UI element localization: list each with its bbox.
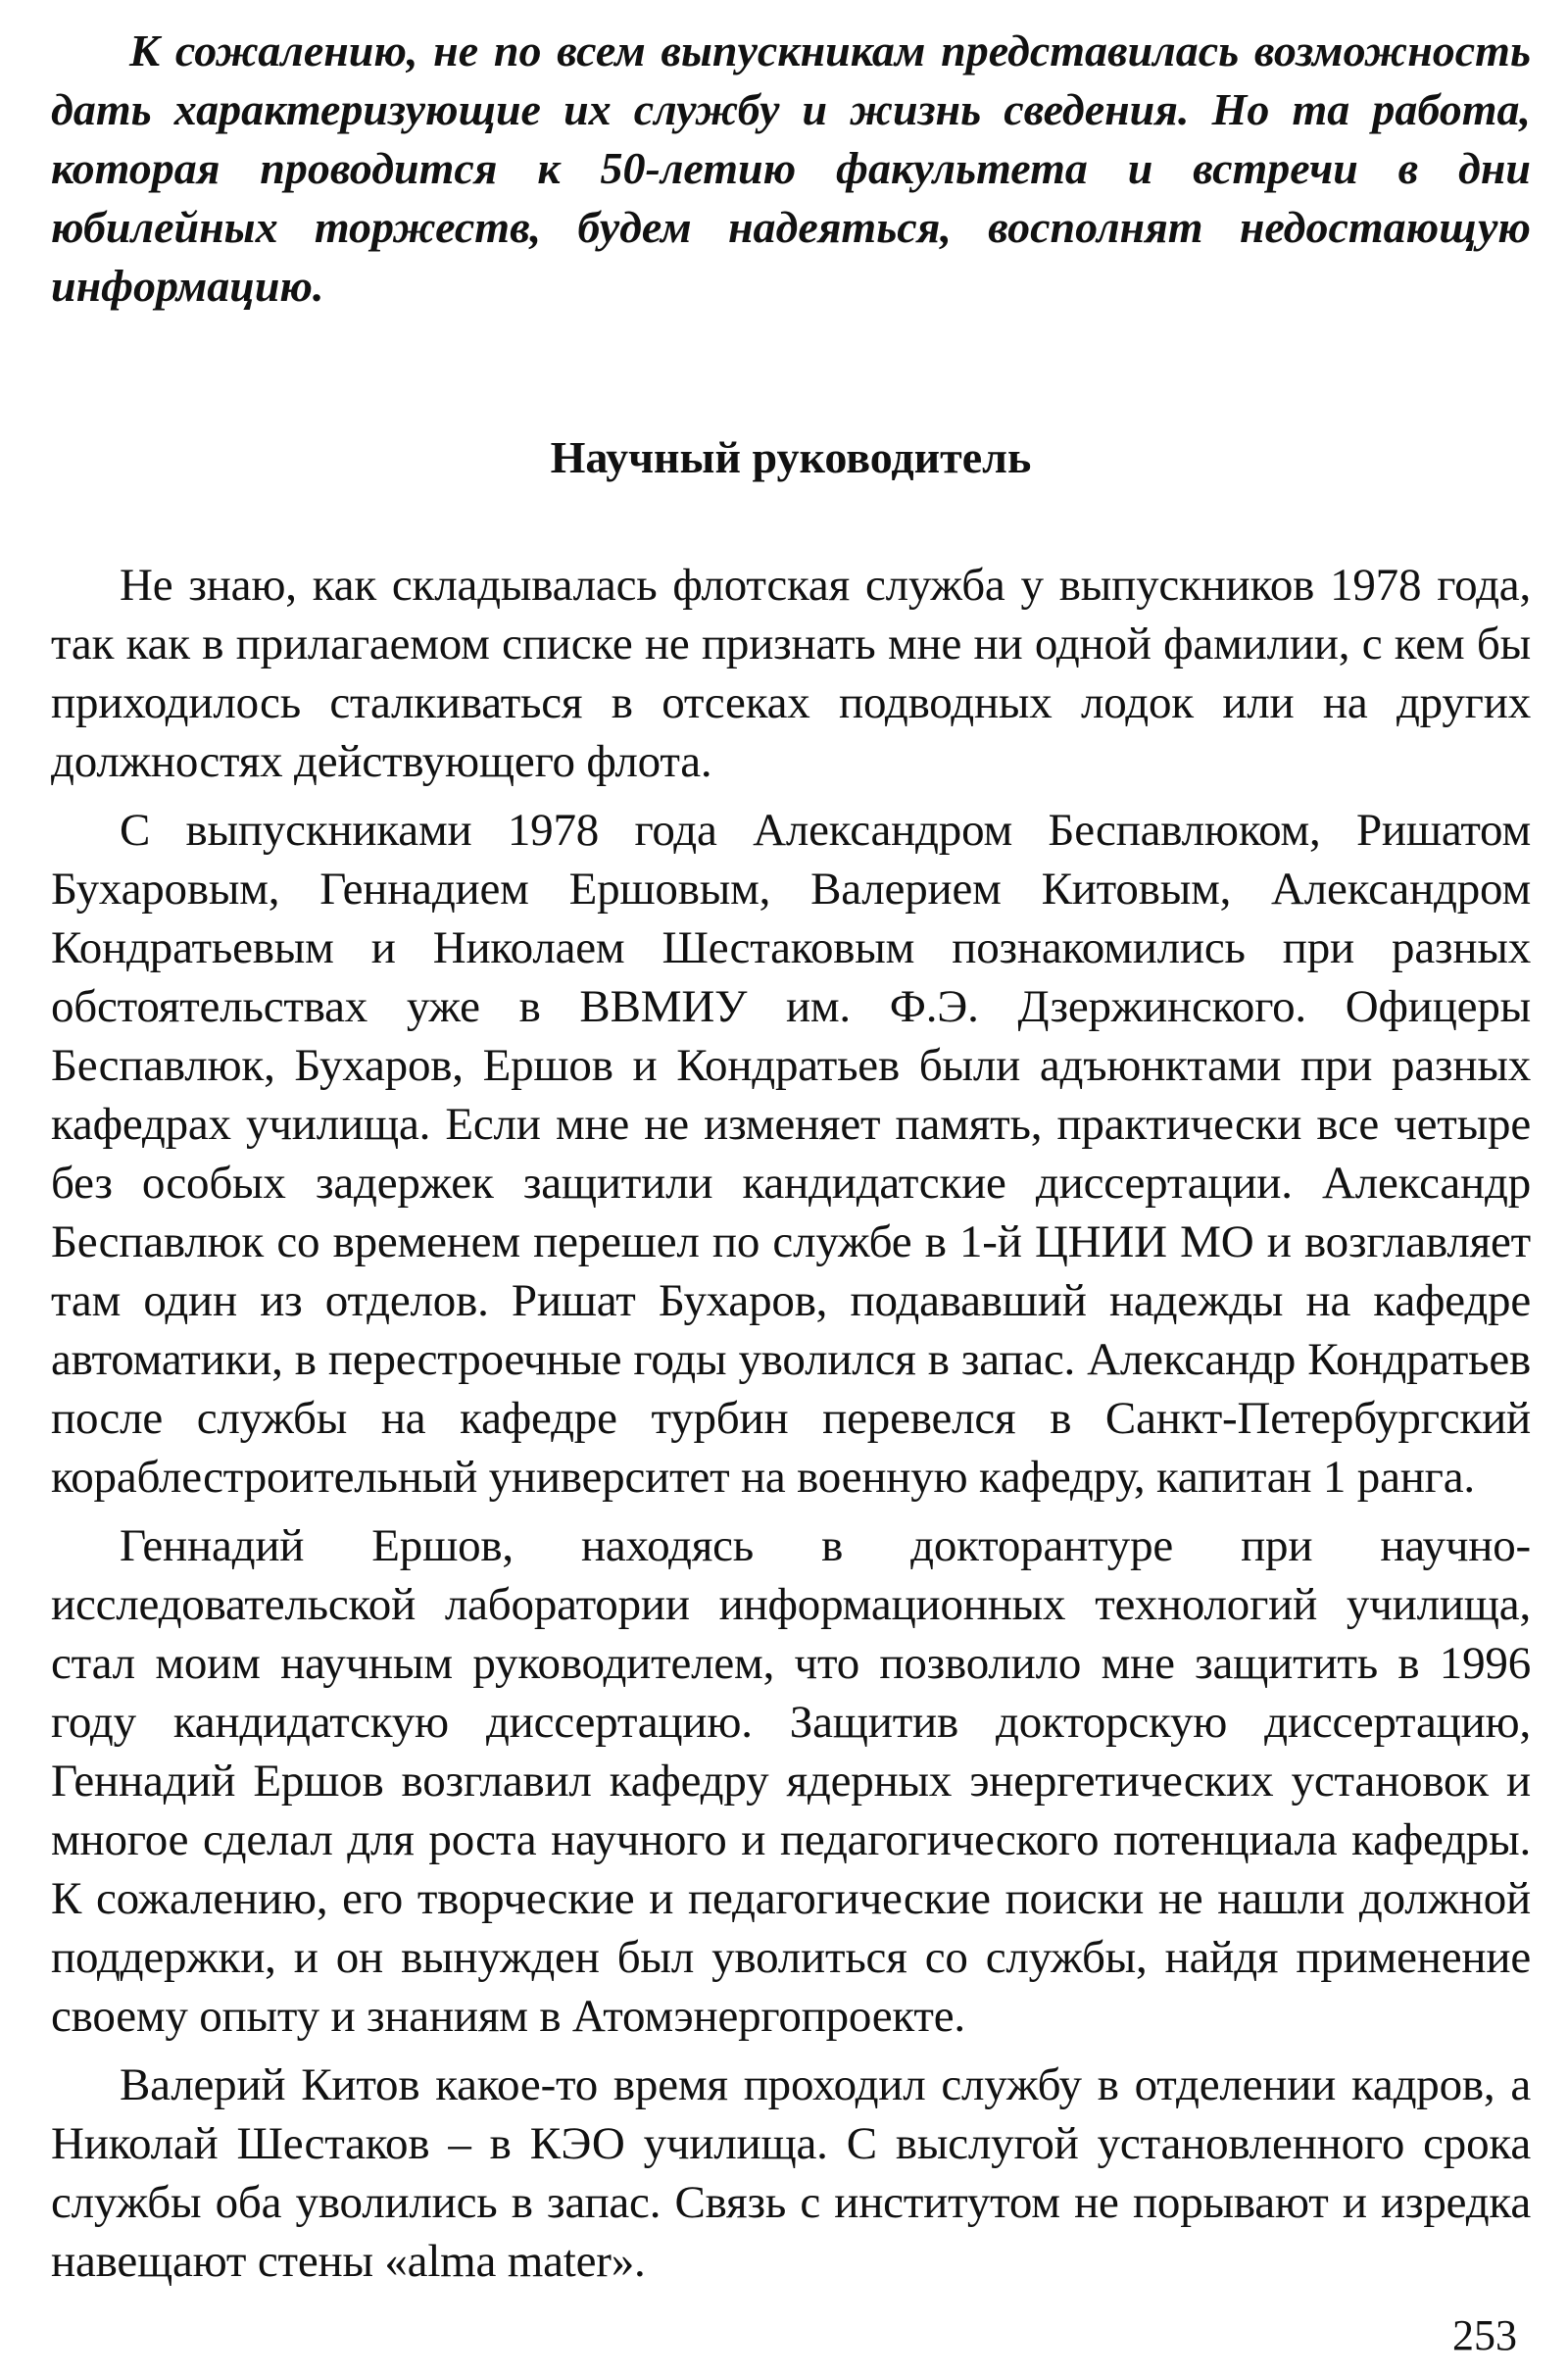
body-paragraph: Не знаю, как складывалась флотская служба у выпускников 1978 года, так как в прилагаемом списке не признать мне ни одной фамилии, с кем бы приходилось сталкиваться в отсеках подводных лодок или на других должностях действующего флота. (51, 560, 1531, 787)
body-paragraph: Геннадий Ершов, находясь в докторантуре при научно-исследовательской лаборатории информационных технологий училища, стал моим научным руководителем, что позволило мне защитить в 1996 году кандидатскую диссертацию. Защитив докторскую диссертацию, Геннадий Ершов возглавил кафедру ядерных энергетических установок и многое сделал для роста научного и педагогического потенциала кафедры. К сожалению, его творческие и педагогические поиски не нашли должной поддержки, и он вынужден был уволиться со службы, найдя применение своему опыту и знаниям в Атомэнергопроекте. (51, 1520, 1531, 2042)
page-number: 253 (1452, 2311, 1517, 2359)
body-paragraph: С выпускниками 1978 года Александром Беспавлюком, Ришатом Бухаровым, Геннадием Ершовым, Валерием Китовым, Александром Кондратьевым и Николаем Шестаковым познакомились при разных обстоятельствах уже в ВВМИУ им. Ф.Э. Дзержинского. Офицеры Беспавлюк, Бухаров, Ершов и Кондратьев были адъюнктами при разных кафедрах училища. Если мне не изменяет память, практически все четыре без особых задержек защитили кандидатские диссертации. Александр Беспавлюк со временем перешел по службе в 1-й ЦНИИ МО и возглавляет там один из отделов. Ришат Бухаров, подававший надежды на кафедре автоматики, в перестроечные годы уволился в запас. Александр Кондратьев после службы на кафедре турбин перевелся в Санкт-Петербургский кораблестроительный университет на военную кафедру, капитан 1 ранга. (51, 805, 1531, 1503)
intro-paragraph: К сожалению, не по всем выпускникам представилась возможность дать характеризующие их службу и жизнь сведения. Но та работа, которая проводится к 50-летию факультета и встречи в дни юбилейных торжеств, будем надеяться, восполнят недостающую информацию. (51, 25, 1531, 311)
section-title: Научный руководитель (550, 432, 1032, 482)
body-paragraph: Валерий Китов какое-то время проходил службу в отделении кадров, а Николай Шестаков – в КЭО училища. С выслугой установленного срока службы оба уволились в запас. Связь с институтом не порывают и изредка навещают стены «alma mater». (51, 2059, 1531, 2287)
book-page (51, 22, 1531, 2301)
